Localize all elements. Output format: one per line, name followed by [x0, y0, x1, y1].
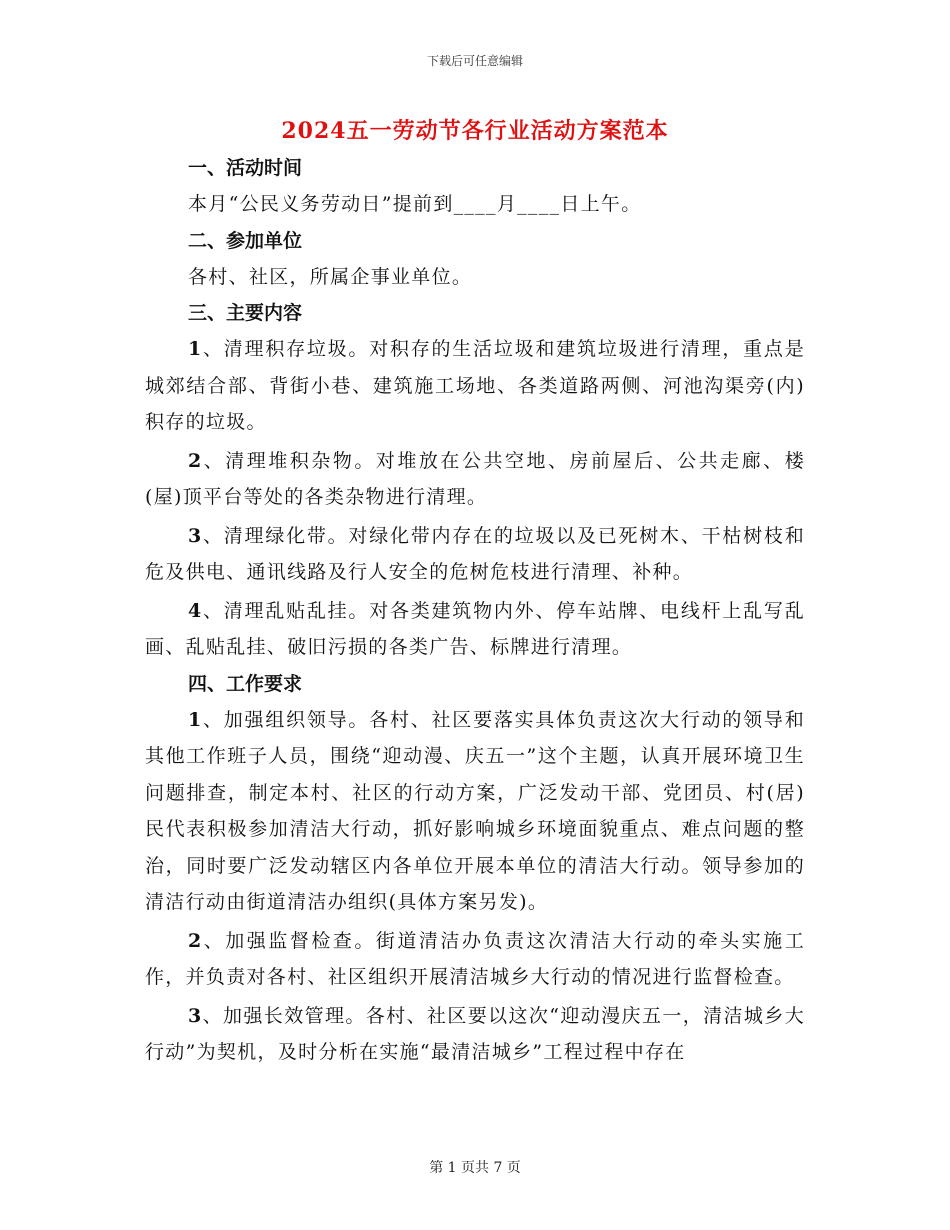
section-heading-activity-time: 一、活动时间 [188, 157, 303, 179]
paragraph-participants: 各村、社区，所属企事业单位。 [188, 265, 473, 288]
item-text: 、加强组织领导。各村、社区要落实具体负责这次大行动的领导和其他工作班子人员，围绕“迎动漫、庆五一”这个主题，认真开展环境卫生问题排查，制定本村、社区的行动方案，广泛发动干部、党团员、村(居)民代表积极参加清洁大行动，抓好影响城乡环境面貌重点、难点问题的整治，同时要广泛发动辖区内各单位开展本单位的清洁大行动。领导参加的清洁行动由街道清洁办组织(具体方案另发)。 [145, 708, 805, 913]
item-number: 3 [188, 524, 203, 547]
list-item-content-1 [145, 331, 805, 441]
list-item-content-2 [145, 443, 805, 516]
paragraph-activity-time: 本月“公民义务劳动日”提前到____月____日上午。 [188, 193, 642, 215]
page-number-footer: 第 1 页共 7 页 [429, 1160, 521, 1176]
section-heading-work-requirements: 四、工作要求 [188, 672, 303, 695]
item-text: 、加强长效管理。各村、社区要以这次“迎动漫庆五一，清洁城乡大行动”为契机，及时分析在实施“最清洁城乡”工程过程中存在 [145, 1004, 805, 1063]
item-number: 2 [188, 449, 203, 472]
list-item-content-4 [145, 593, 805, 666]
list-item-requirement-1 [145, 702, 805, 921]
item-text: 、清理绿化带。对绿化带内存在的垃圾以及已死树木、干枯树枝和危及供电、通讯线路及行人安全的危树危枝进行清理、补种。 [145, 524, 805, 583]
item-text: 、清理堆积杂物。对堆放在公共空地、房前屋后、公共走廊、楼(屋)顶平台等处的各类杂物进行清理。 [145, 449, 805, 508]
item-number: 1 [188, 338, 203, 360]
list-item-requirement-2 [145, 923, 805, 996]
item-text: 、清理积存垃圾。对积存的生活垃圾和建筑垃圾进行清理，重点是城郊结合部、背街小巷、建筑施工场地、各类道路两侧、河池沟渠旁(内)积存的垃圾。 [145, 338, 805, 433]
list-item-content-3 [145, 518, 805, 591]
section-heading-main-content: 三、主要内容 [188, 302, 303, 324]
item-text: 、清理乱贴乱挂。对各类建筑物内外、停车站牌、电线杆上乱写乱画、乱贴乱挂、破旧污损的各类广告、标牌进行清理。 [145, 599, 805, 658]
section-heading-participants: 二、参加单位 [188, 229, 303, 252]
item-number: 1 [188, 708, 203, 731]
document-title: 2024五一劳动节各行业活动方案范本 [281, 118, 669, 144]
page-header: 下载后可任意编辑 [426, 54, 523, 68]
document-body [145, 150, 805, 1071]
item-number: 3 [188, 1004, 203, 1027]
item-number: 4 [188, 599, 203, 622]
item-number: 2 [188, 929, 203, 952]
list-item-requirement-3 [145, 998, 805, 1071]
item-text: 、加强监督检查。街道清洁办负责这次清洁大行动的牵头实施工作，并负责对各村、社区组织开展清洁城乡大行动的情况进行监督检查。 [145, 929, 805, 988]
